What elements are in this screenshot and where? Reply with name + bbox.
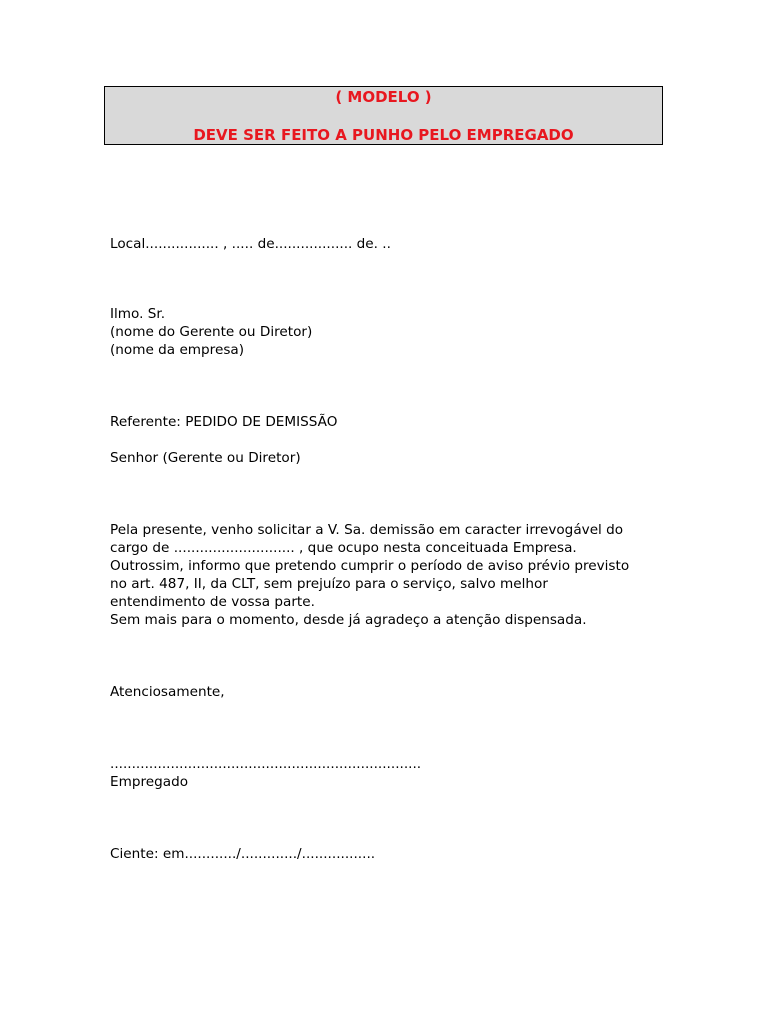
body-line: cargo de ............................ , que ocupo nesta conceituada Empresa.: [110, 540, 577, 556]
model-header-box: [104, 86, 663, 145]
signature-line: ........................................................................: [110, 756, 422, 772]
closing-line: Atenciosamente,: [110, 684, 225, 700]
place-date-line: Local................. , ..... de.................. de. ..: [110, 236, 391, 252]
acknowledgement-line: Ciente: em............/............./.................: [110, 846, 376, 862]
body-line: Sem mais para o momento, desde já agradeço a atenção dispensada.: [110, 612, 587, 628]
model-title: ( MODELO ): [335, 88, 432, 106]
body-line: no art. 487, II, da CLT, sem prejuízo para o serviço, salvo melhor: [110, 576, 548, 592]
body-line: entendimento de vossa parte.: [110, 594, 315, 610]
greeting-line: Senhor (Gerente ou Diretor): [110, 450, 301, 466]
recipient-name: (nome do Gerente ou Diretor): [110, 324, 313, 340]
salutation-title: Ilmo. Sr.: [110, 306, 166, 322]
model-instruction: DEVE SER FEITO A PUNHO PELO EMPREGADO: [193, 126, 574, 144]
recipient-company: (nome da empresa): [110, 342, 245, 358]
signature-label: Empregado: [110, 774, 189, 790]
body-line: Outrossim, informo que pretendo cumprir o período de aviso prévio previsto: [110, 558, 630, 574]
body-line: Pela presente, venho solicitar a V. Sa. demissão em caracter irrevogável do: [110, 522, 624, 538]
subject-line: Referente: PEDIDO DE DEMISSÃO: [110, 414, 338, 430]
